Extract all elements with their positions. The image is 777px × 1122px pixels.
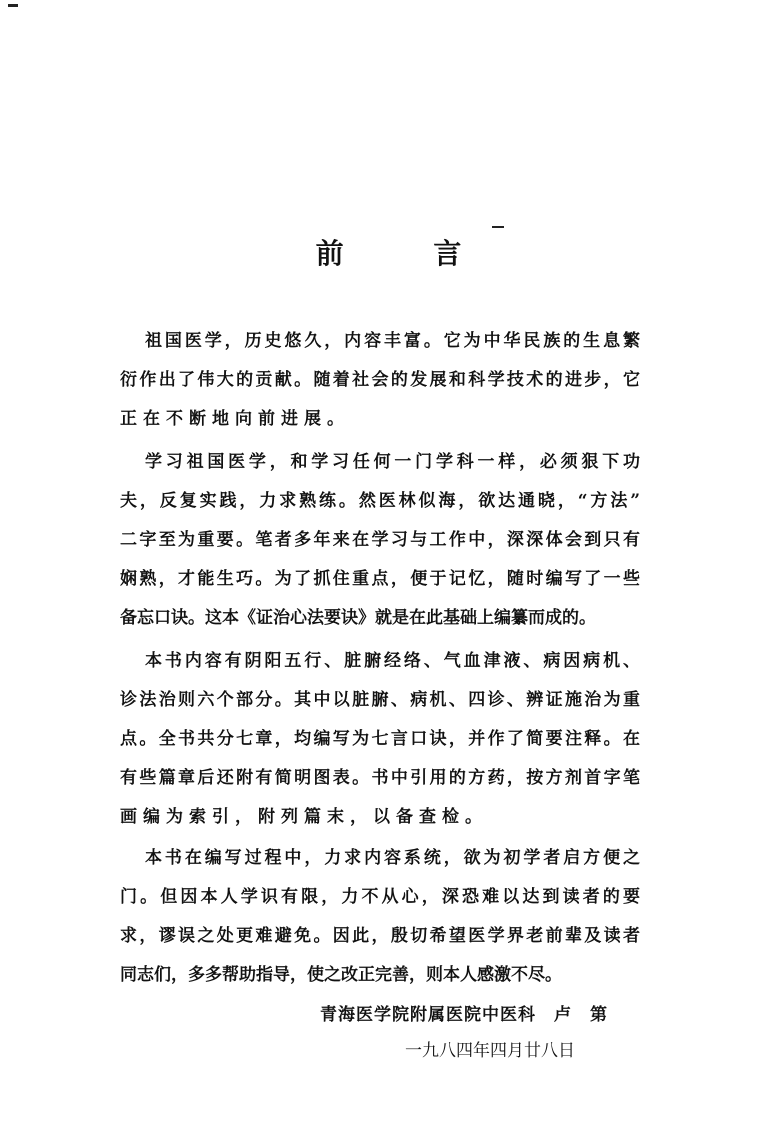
text-line: 同志们，多多帮助指导，使之改正完善，则本人感激不尽。 <box>120 965 562 985</box>
page-title: 前 言 <box>315 237 502 270</box>
text-line: 夫，反复实践，力求熟练。然医林似海，欲达通晓，“方法” <box>120 491 640 511</box>
text-line: 学习祖国医学，和学习任何一门学科一样，必须狠下功 <box>145 452 640 472</box>
text-line: 本书内容有阴阳五行、脏腑经络、气血津液、病因病机、 <box>145 651 640 671</box>
text-line: 衍作出了伟大的贡献。随着社会的发展和科学技术的进步，它 <box>120 370 640 390</box>
text-line: 娴熟，才能生巧。为了抓住重点，便于记忆，随时编写了一些 <box>120 569 640 589</box>
text-line: 点。全书共分七章，均编写为七言口诀，并作了简要注释。在 <box>120 729 640 749</box>
text-line: 门。但因本人学识有限，力不从心，深恐难以达到读者的要 <box>120 887 640 907</box>
date: 一九八四年四月廿八日 <box>405 1041 575 1061</box>
scan-speck <box>8 4 18 7</box>
text-line: 备忘口诀。这本《证治心法要诀》就是在此基础上编纂而成的。 <box>120 608 596 628</box>
text-line: 有些篇章后还附有简明图表。书中引用的方药，按方剂首字笔 <box>120 768 640 788</box>
text-line: 诊法治则六个部分。其中以脏腑、病机、四诊、辨证施治为重 <box>120 690 640 710</box>
text-line: 二字至为重要。笔者多年来在学习与工作中，深深体会到只有 <box>120 530 640 550</box>
signature: 青海医学院附属医院中医科 卢 第 <box>320 1005 608 1025</box>
text-line: 画编为索引，附列篇末，以备查检。 <box>120 807 488 827</box>
text-line: 本书在编写过程中，力求内容系统，欲为初学者启方便之 <box>145 848 640 868</box>
text-line: 求，谬误之处更难避免。因此，殷切希望医学界老前辈及读者 <box>120 926 640 946</box>
scan-speck <box>492 226 504 228</box>
text-line: 祖国医学，历史悠久，内容丰富。它为中华民族的生息繁 <box>145 331 640 351</box>
text-line: 正在不断地向前进展。 <box>120 409 350 429</box>
